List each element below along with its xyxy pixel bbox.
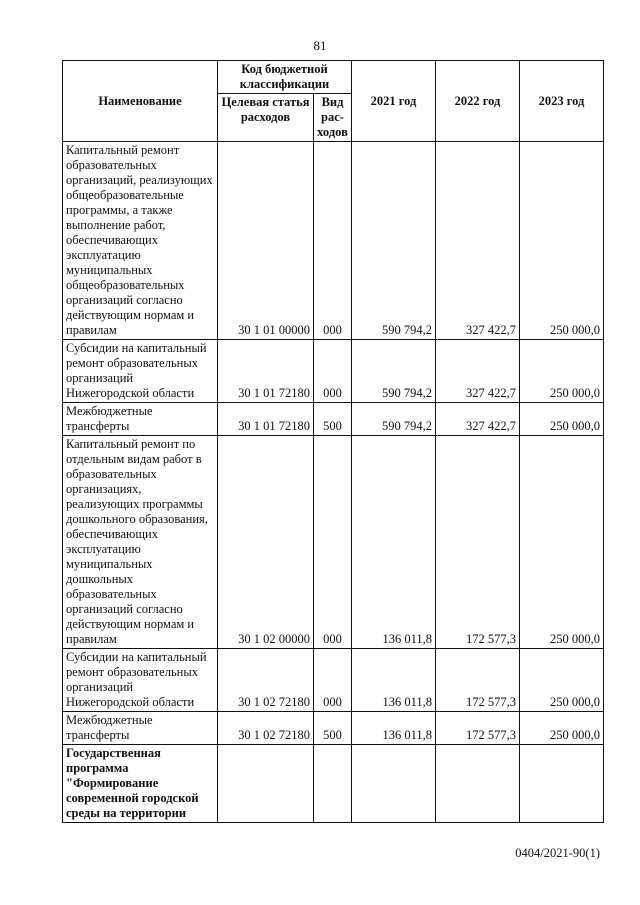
header-2022: 2022 год [436,61,520,142]
row-kind: 000 [314,142,352,340]
row-kind: 000 [314,340,352,403]
row-value-2023: 250 000,0 [520,436,604,649]
row-value-2022: 172 577,3 [436,436,520,649]
row-value-2022 [436,745,520,823]
row-target: 30 1 01 00000 [218,142,314,340]
table-body [63,142,604,823]
row-kind: 000 [314,436,352,649]
row-value-2023: 250 000,0 [520,712,604,745]
row-value-2021: 590 794,2 [352,340,436,403]
header-kind: Вид рас- ходов [314,94,352,142]
row-value-2023: 250 000,0 [520,403,604,436]
row-name: Субсидии на капитальный ремонт образовательных организаций Нижегородской области [63,649,218,712]
row-target: 30 1 02 72180 [218,712,314,745]
row-target: 30 1 02 00000 [218,436,314,649]
row-value-2023: 250 000,0 [520,649,604,712]
row-kind: 500 [314,712,352,745]
row-target: 30 1 02 72180 [218,649,314,712]
row-target [218,745,314,823]
page-number: 81 [313,38,327,53]
header-2023: 2023 год [520,61,604,142]
row-value-2021 [352,745,436,823]
header-name: Наименование [63,61,218,142]
header-kbk: Код бюджетной классификации [218,61,352,94]
row-value-2022: 327 422,7 [436,403,520,436]
row-value-2022: 327 422,7 [436,340,520,403]
row-value-2021: 590 794,2 [352,142,436,340]
row-name: Межбюджетные трансферты [63,712,218,745]
table-row [63,436,604,649]
table-row [63,745,604,823]
table-row [63,403,604,436]
table-row [63,340,604,403]
row-value-2022: 172 577,3 [436,649,520,712]
header-row-1 [63,61,604,94]
row-value-2021: 136 011,8 [352,649,436,712]
document-code: 0404/2021-90(1) [515,846,600,860]
table-row [63,649,604,712]
row-kind [314,745,352,823]
row-value-2022: 172 577,3 [436,712,520,745]
header-target: Целевая статья расходов [218,94,314,142]
row-name: Капитальный ремонт образовательных организаций, реализующих общеобразовательные программы, а также выполнение работ, обеспечивающих эксплуатацию муниципальных общеобразовательных организаций согласно действующим нормам и правилам [63,142,218,340]
row-target: 30 1 01 72180 [218,340,314,403]
row-value-2021: 136 011,8 [352,712,436,745]
row-value-2022: 327 422,7 [436,142,520,340]
row-name: Капитальный ремонт по отдельным видам работ в образовательных организациях, реализующих программы дошкольного образования, обеспечивающих эксплуатацию муниципальных дошкольных образовательных организаций согласно действующим нормам и правилам [63,436,218,649]
row-kind: 000 [314,649,352,712]
row-value-2021: 136 011,8 [352,436,436,649]
table-row [63,142,604,340]
row-value-2023 [520,745,604,823]
table-row [63,712,604,745]
row-value-2021: 590 794,2 [352,403,436,436]
budget-table [62,60,604,823]
header-2021: 2021 год [352,61,436,142]
row-name: Межбюджетные трансферты [63,403,218,436]
row-name: Субсидии на капитальный ремонт образовательных организаций Нижегородской области [63,340,218,403]
row-target: 30 1 01 72180 [218,403,314,436]
row-kind: 500 [314,403,352,436]
row-value-2023: 250 000,0 [520,340,604,403]
row-value-2023: 250 000,0 [520,142,604,340]
row-name: Государственная программа "Формирование современной городской среды на территории [63,745,218,823]
